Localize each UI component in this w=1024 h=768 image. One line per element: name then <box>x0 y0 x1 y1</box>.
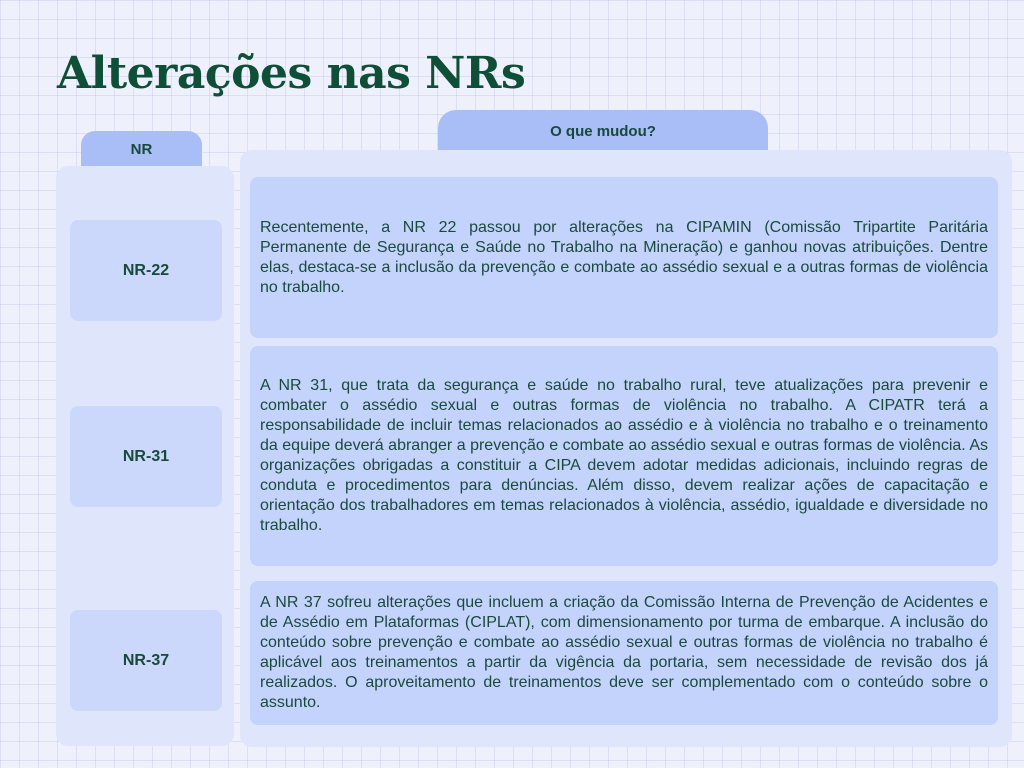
change-description-text: A NR 37 sofreu alterações que incluem a criação da Comissão Interna de Prevenção de Acidentes e de Assédio em Plataformas (CIPLAT), com dimensionamento por turma de embarque. A inclusão do conteúdo sobre prevenção e combate ao assédio sexual e outras formas de violência no trabalho é aplicável aos treinamentos a partir da vigência da portaria, sem necessidade de revisão dos já realizados. O aproveitamento de treinamentos deve ser complementado com o conteúdo sobre o assunto. <box>260 594 988 711</box>
column-header-nr: NR <box>81 131 202 168</box>
page-title: Alterações nas NRs <box>57 48 526 99</box>
change-description-nr-22 <box>250 177 998 338</box>
column-header-what-changed: O que mudou? <box>438 110 768 152</box>
change-description-text: Recentemente, a NR 22 passou por alterações na CIPAMIN (Comissão Tripartite Paritária Permanente de Segurança e Saúde no Trabalho na Mineração) e ganhou novas atribuições. Dentre elas, destaca-se a inclusão da prevenção e combate ao assédio sexual e a outras formas de violência no trabalho. <box>260 218 988 296</box>
change-description-text: A NR 31, que trata da segurança e saúde no trabalho rural, teve atualizações para prevenir e combater o assédio sexual e outras formas de violência no trabalho. A CIPATR terá a responsabilidade de incluir temas relacionados ao assédio e à violência no trabalho e o treinamento da equipe deverá abranger a prevenção e combate ao assédio sexual e outras formas de violência. As organizações obrigadas a constituir a CIPA devem adotar medidas adicionais, incluindo regras de conduta e procedimentos para denúncias. Além disso, devem realizar ações de capacitação e orientação dos trabalhadores em temas relacionados à violência, assédio, igualdade e diversidade no trabalho. <box>260 377 988 534</box>
change-description-nr-31 <box>250 346 998 566</box>
change-description-nr-37 <box>250 581 998 725</box>
nr-label-nr-37: NR-37 <box>70 610 222 711</box>
nr-label-nr-22: NR-22 <box>70 220 222 321</box>
nr-label-nr-31: NR-31 <box>70 406 222 507</box>
